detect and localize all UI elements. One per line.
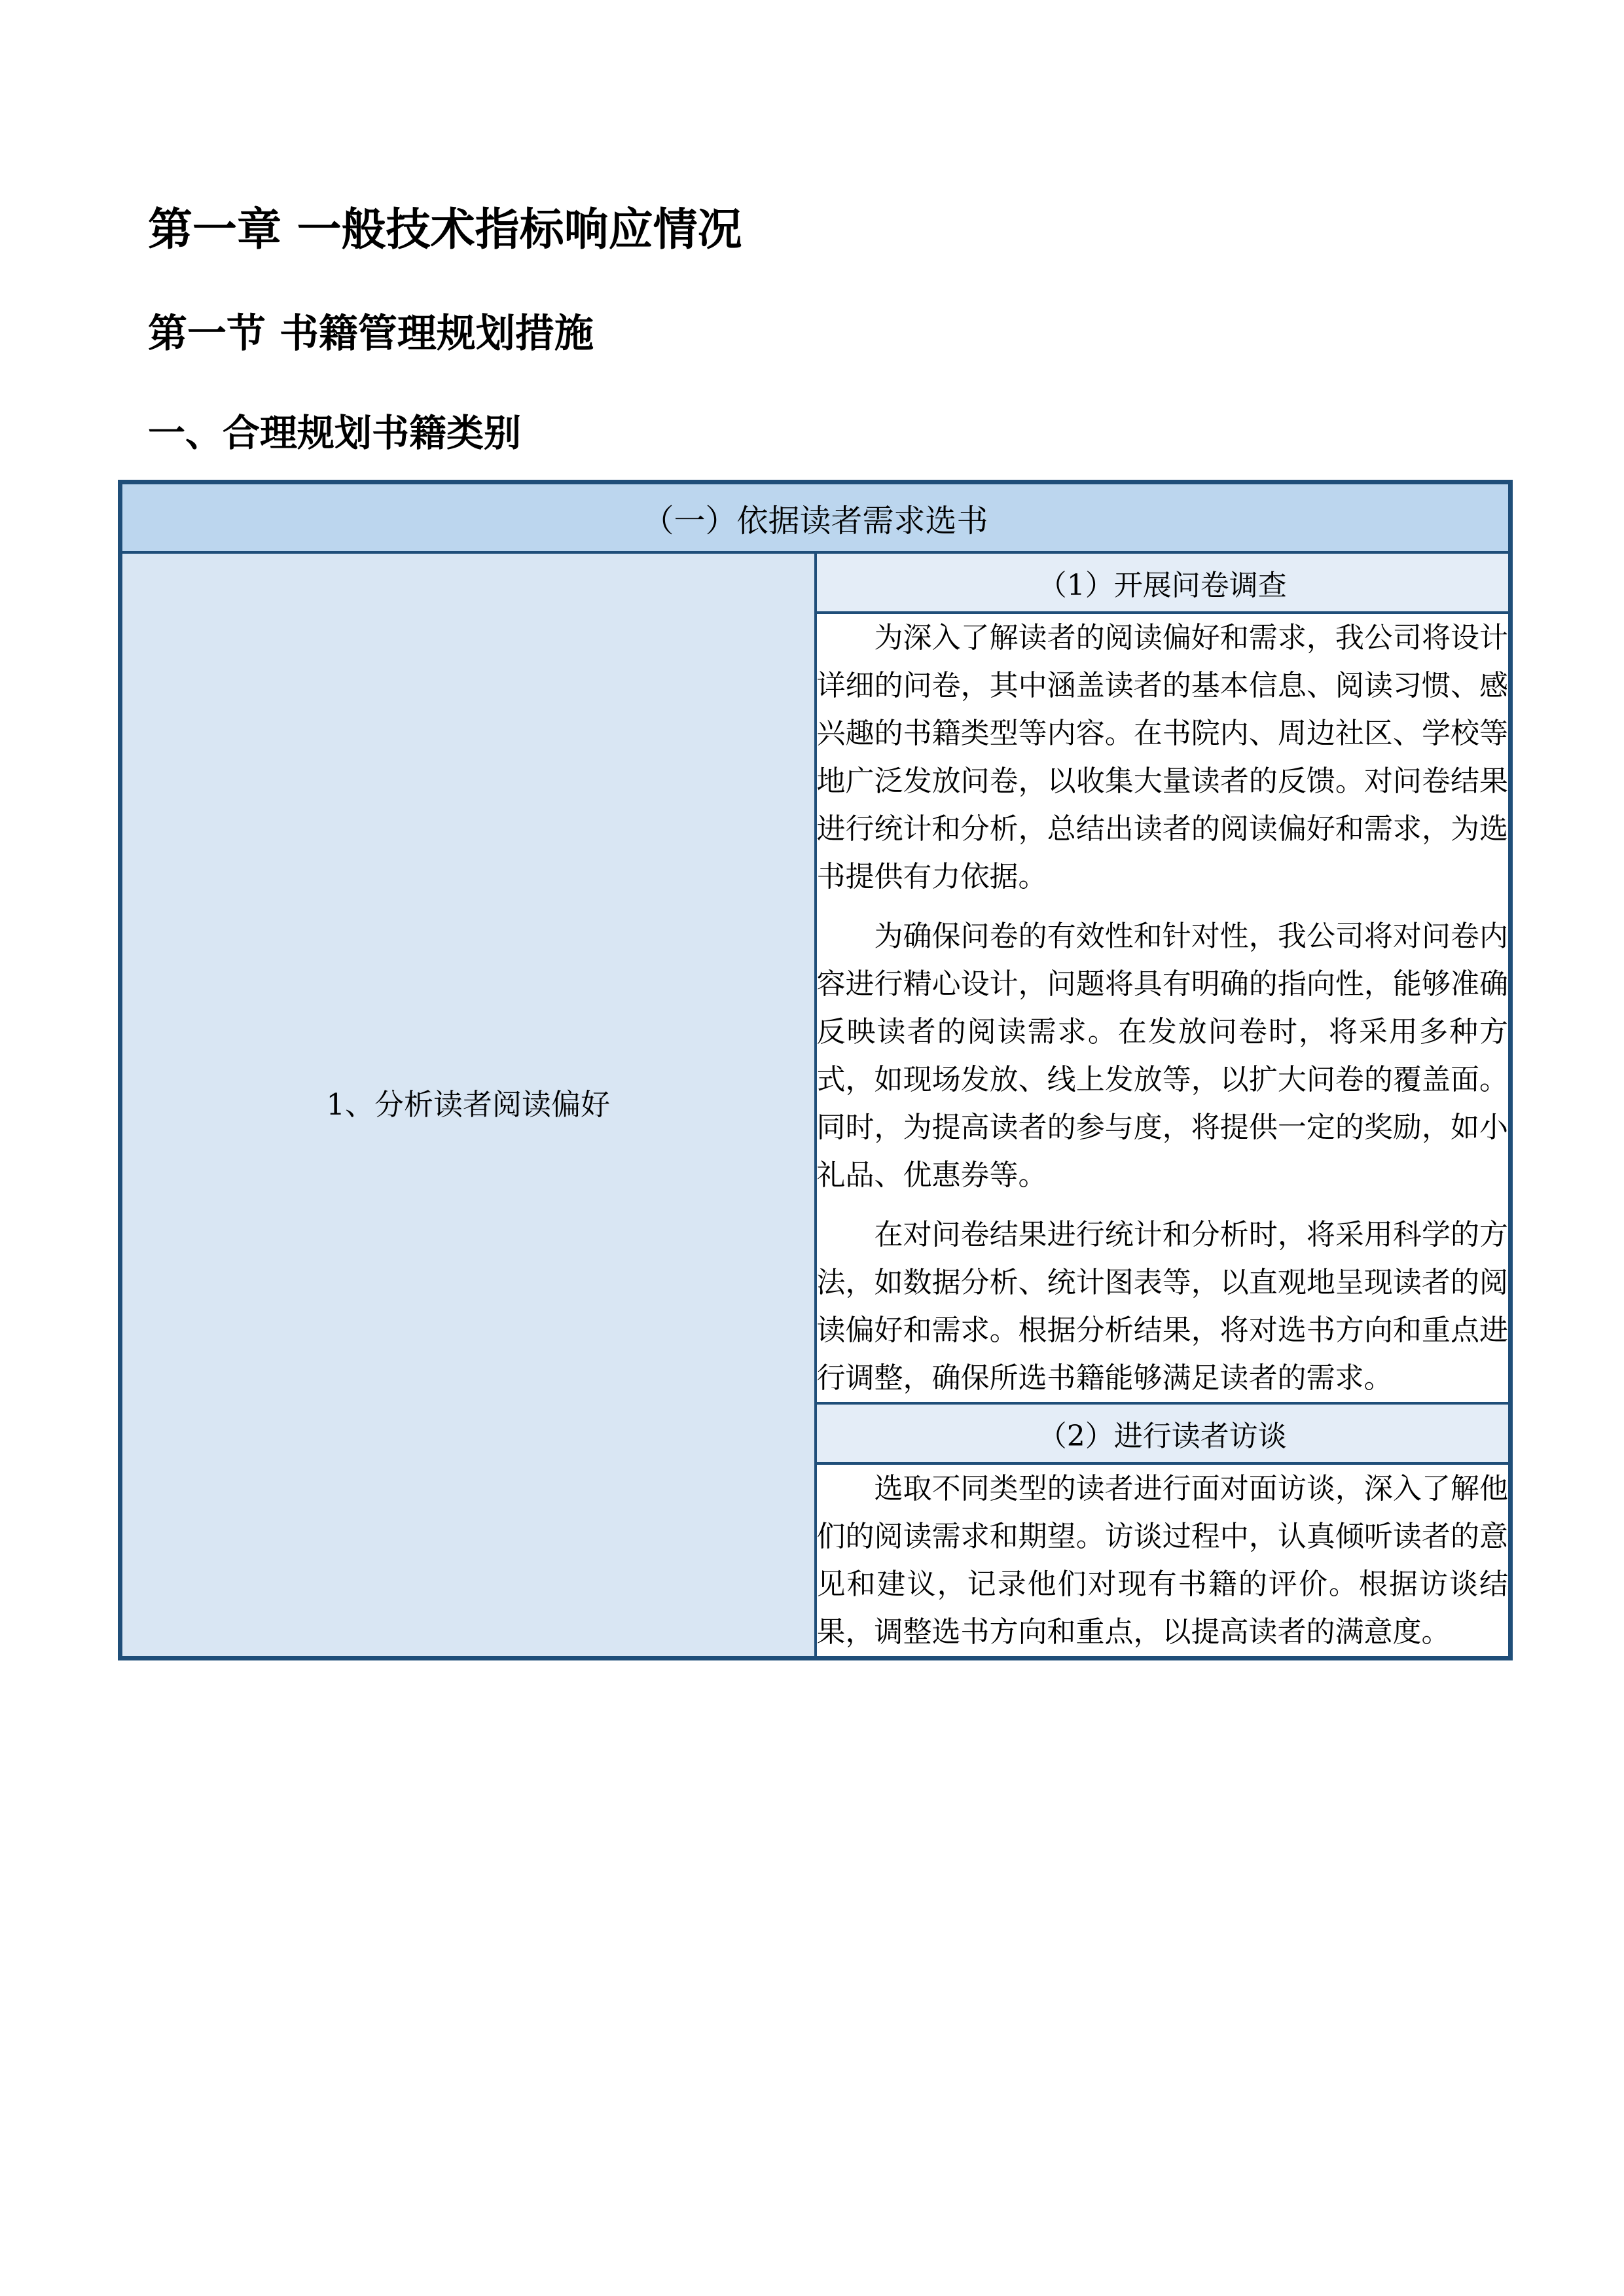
chapter-title: 第一章 一般技术指标响应情况 — [148, 204, 742, 256]
paragraph: 为确保问卷的有效性和针对性，我公司将对问卷内容进行精心设计，问题将具有明确的指向性，能够准确反映读者的阅读需求。在发放问卷时，将采用多种方式，如现场发放、线上发放等，以扩大问卷的覆盖面。同时，为提高读者的参与度，将提供一定的奖励，如小礼品、优惠券等。 — [816, 920, 1508, 1192]
part-heading-survey: （1）开展问卷调查 — [816, 552, 1511, 613]
table-title-row — [120, 482, 1511, 553]
part-heading-interview: （2）进行读者访谈 — [816, 1403, 1511, 1463]
paragraph: 为深入了解读者的阅读偏好和需求，我公司将设计详细的问卷，其中涵盖读者的基本信息、阅读习惯、感兴趣的书籍类型等内容。在书院内、周边社区、学校等地广泛发放问卷，以收集大量读者的反馈。对问卷结果进行统计和分析，总结出读者的阅读偏好和需求，为选书提供有力依据。 — [816, 621, 1508, 893]
subsection-title: 一、合理规划书籍类别 — [148, 412, 521, 455]
table-row — [120, 552, 1511, 613]
part-body-survey — [816, 613, 1511, 1403]
paragraph: 在对问卷结果进行统计和分析时，将采用科学的方法，如数据分析、统计图表等，以直观地呈现读者的阅读偏好和需求。根据分析结果，将对选书方向和重点进行调整，确保所选书籍能够满足读者的需求。 — [816, 1218, 1508, 1395]
section-title: 第一节 书籍管理规划措施 — [148, 311, 594, 357]
table-title: （一）依据读者需求选书 — [120, 482, 1511, 553]
paragraph: 选取不同类型的读者进行面对面访谈，深入了解他们的阅读需求和期望。访谈过程中，认真倾听读者的意见和建议，记录他们对现有书籍的评价。根据访谈结果，调整选书方向和重点，以提高读者的满意度。 — [816, 1472, 1508, 1649]
row-label: 1、分析读者阅读偏好 — [120, 552, 816, 1659]
requirements-table — [118, 480, 1513, 1660]
part-body-interview — [816, 1463, 1511, 1659]
